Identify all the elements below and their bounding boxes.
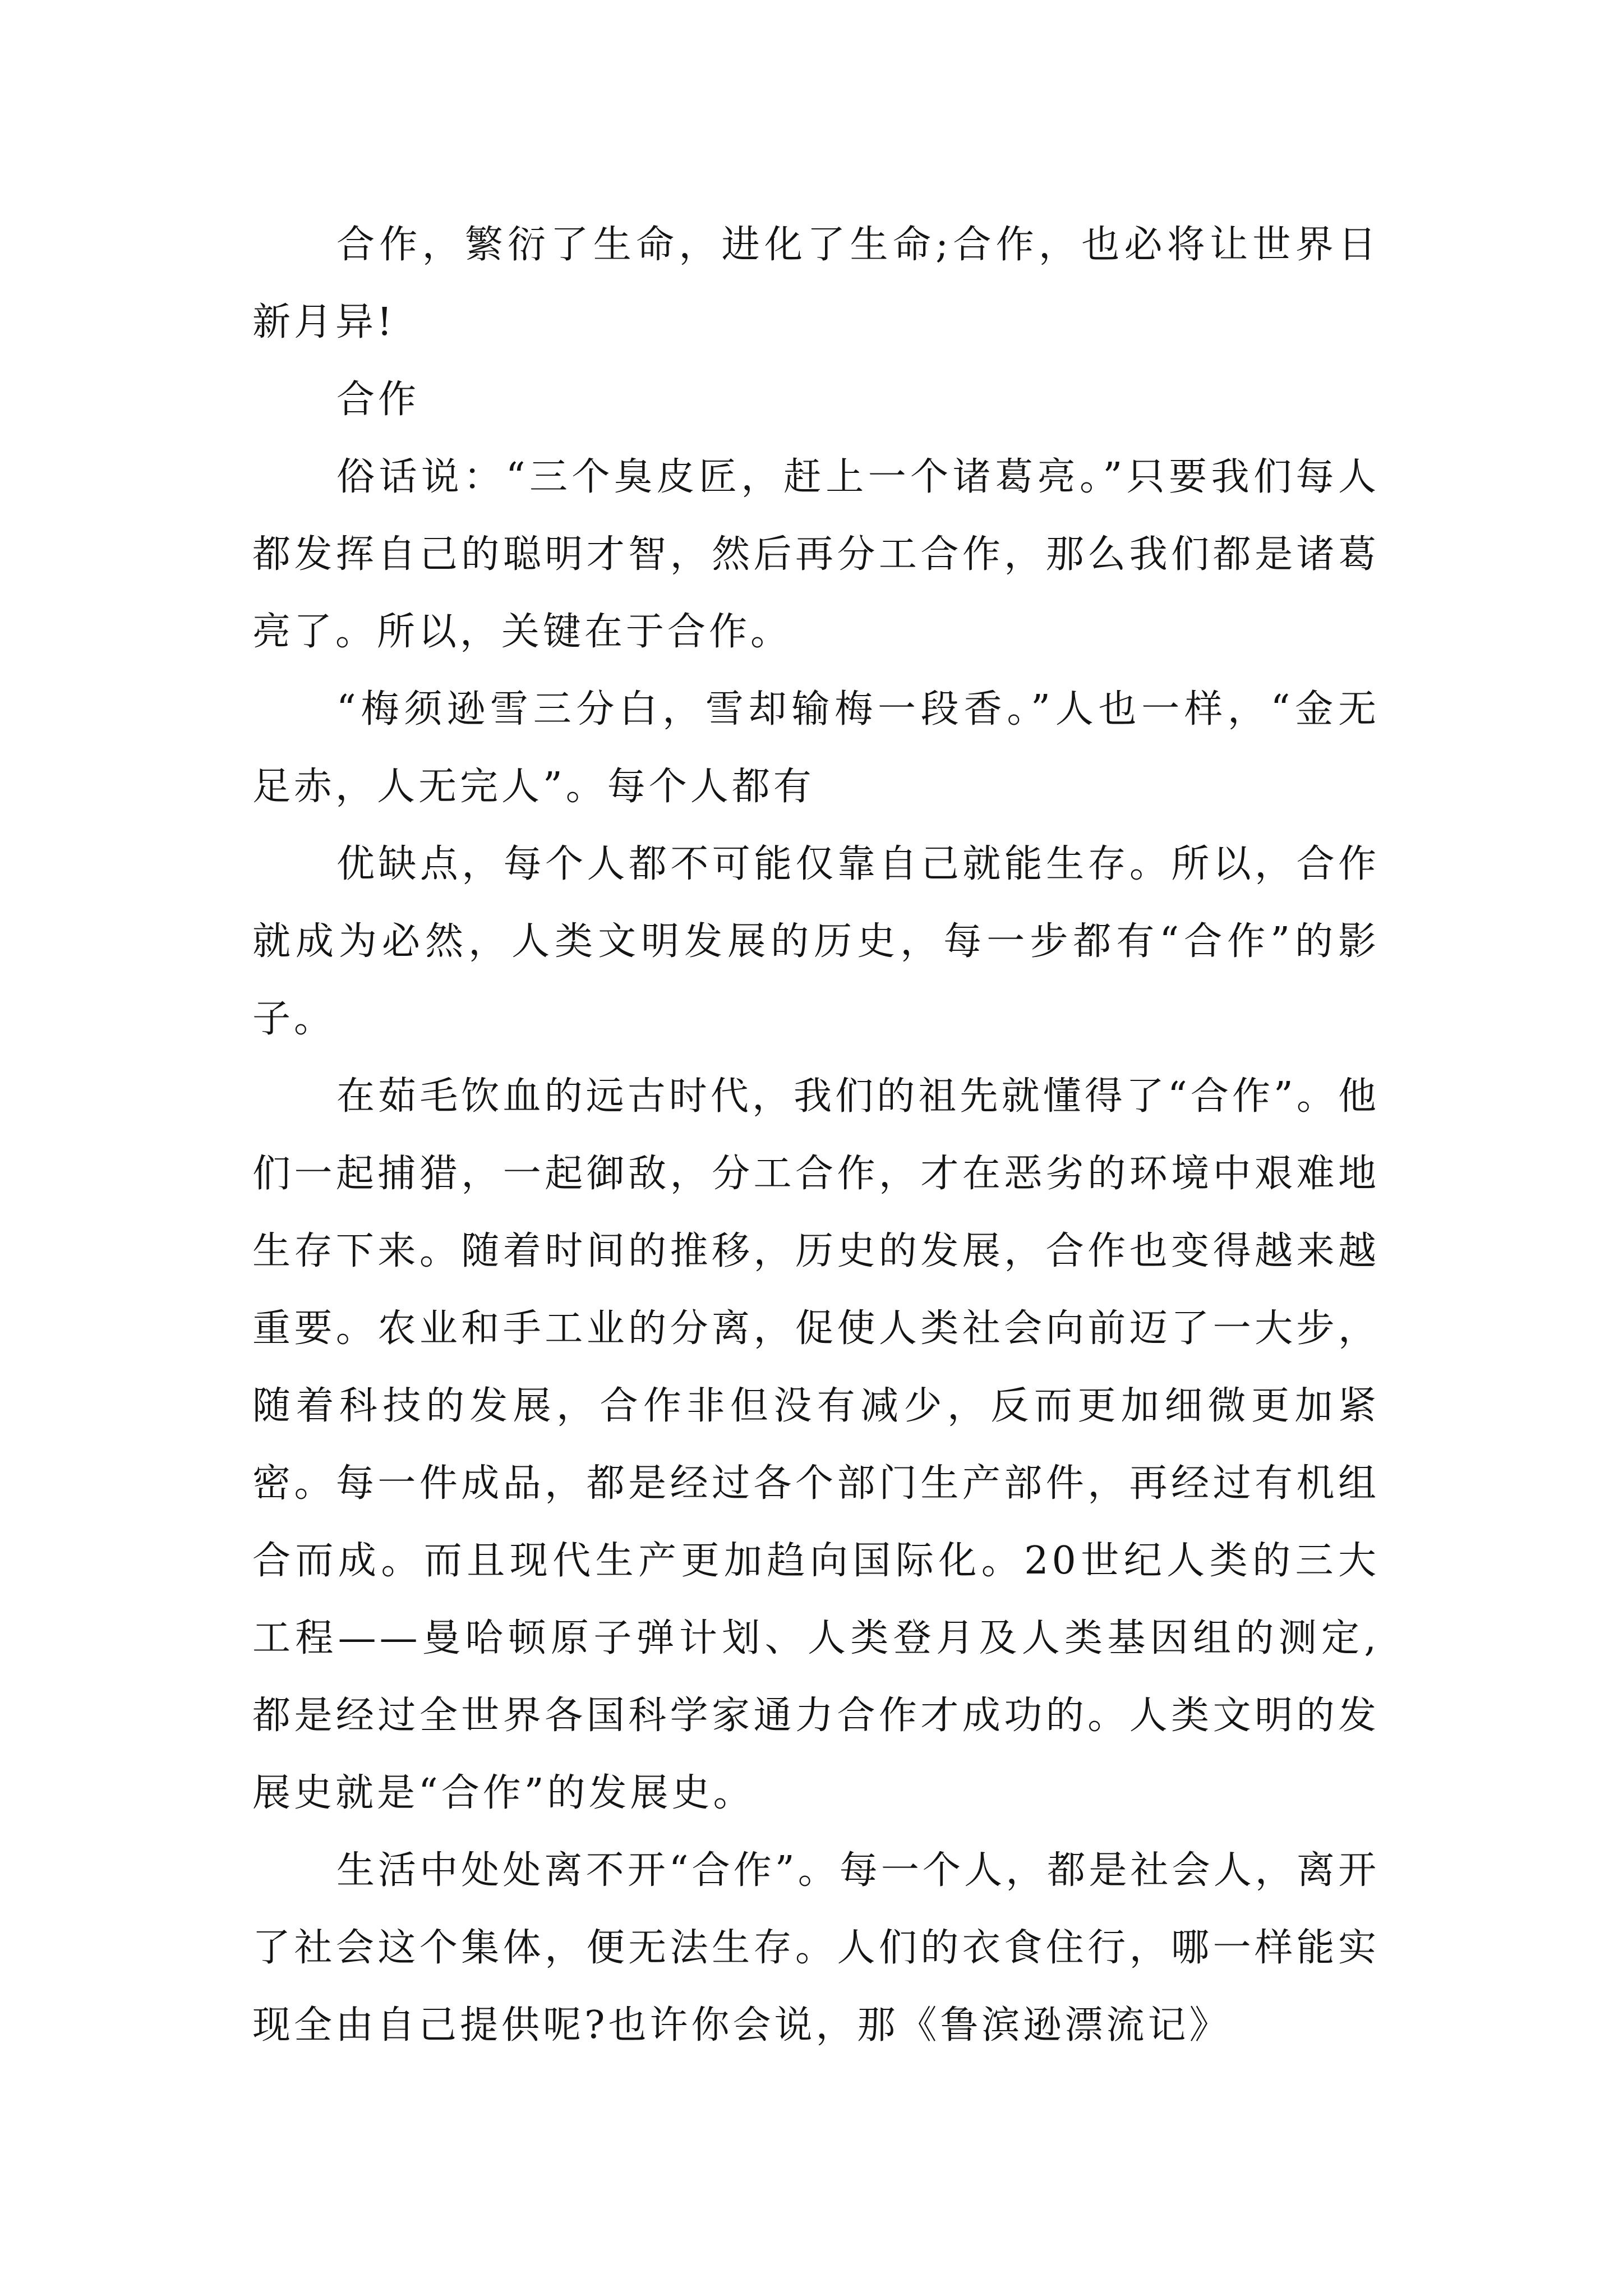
paragraph-daily-life: 生活中处处离不开“合作”。每一个人，都是社会人，离开了社会这个集体，便无法生存。人们的衣食住行，哪一样能实现全由自己提供呢?也许你会说，那《鲁滨逊漂流记》 xyxy=(252,1848,1380,2047)
document-page xyxy=(252,206,1380,2064)
paragraph-proverb: 俗话说：“三个臭皮匠，赶上一个诸葛亮。”只要我们每人都发挥自己的聪明才智，然后再分工合作，那么我们都是诸葛亮了。所以，关键在于合作。 xyxy=(252,455,1380,654)
paragraph-poem-quote: “梅须逊雪三分白，雪却输梅一段香。”人也一样，“金无足赤，人无完人”。每个人都有 xyxy=(252,687,1380,809)
paragraph-strengths-weaknesses: 优缺点，每个人都不可能仅靠自己就能生存。所以，合作就成为必然，人类文明发展的历史，每一步都有“合作”的影子。 xyxy=(252,842,1380,1041)
essay-title: 合作 xyxy=(336,378,420,422)
paragraph-conclusion: 合作，繁衍了生命，进化了生命;合作，也必将让世界日新月异! xyxy=(252,223,1380,344)
paragraph-history: 在茹毛饮血的远古时代，我们的祖先就懂得了“合作”。他们一起捕猎，一起御敌，分工合作，才在恶劣的环境中艰难地生存下来。随着时间的推移，历史的发展，合作也变得越来越重要。农业和手工业的分离，促使人类社会向前迈了一大步，随着科技的发展，合作非但没有减少，反而更加细微更加紧密。每一件成品，都是经过各个部门生产部件，再经过有机组合而成。而且现代生产更加趋向国际化。20世纪人类的三大工程——曼哈顿原子弹计划、人类登月及人类基因组的测定,都是经过全世界各国科学家通力合作才成功的。人类文明的发展史就是“合作”的发展史。 xyxy=(252,1074,1380,1815)
